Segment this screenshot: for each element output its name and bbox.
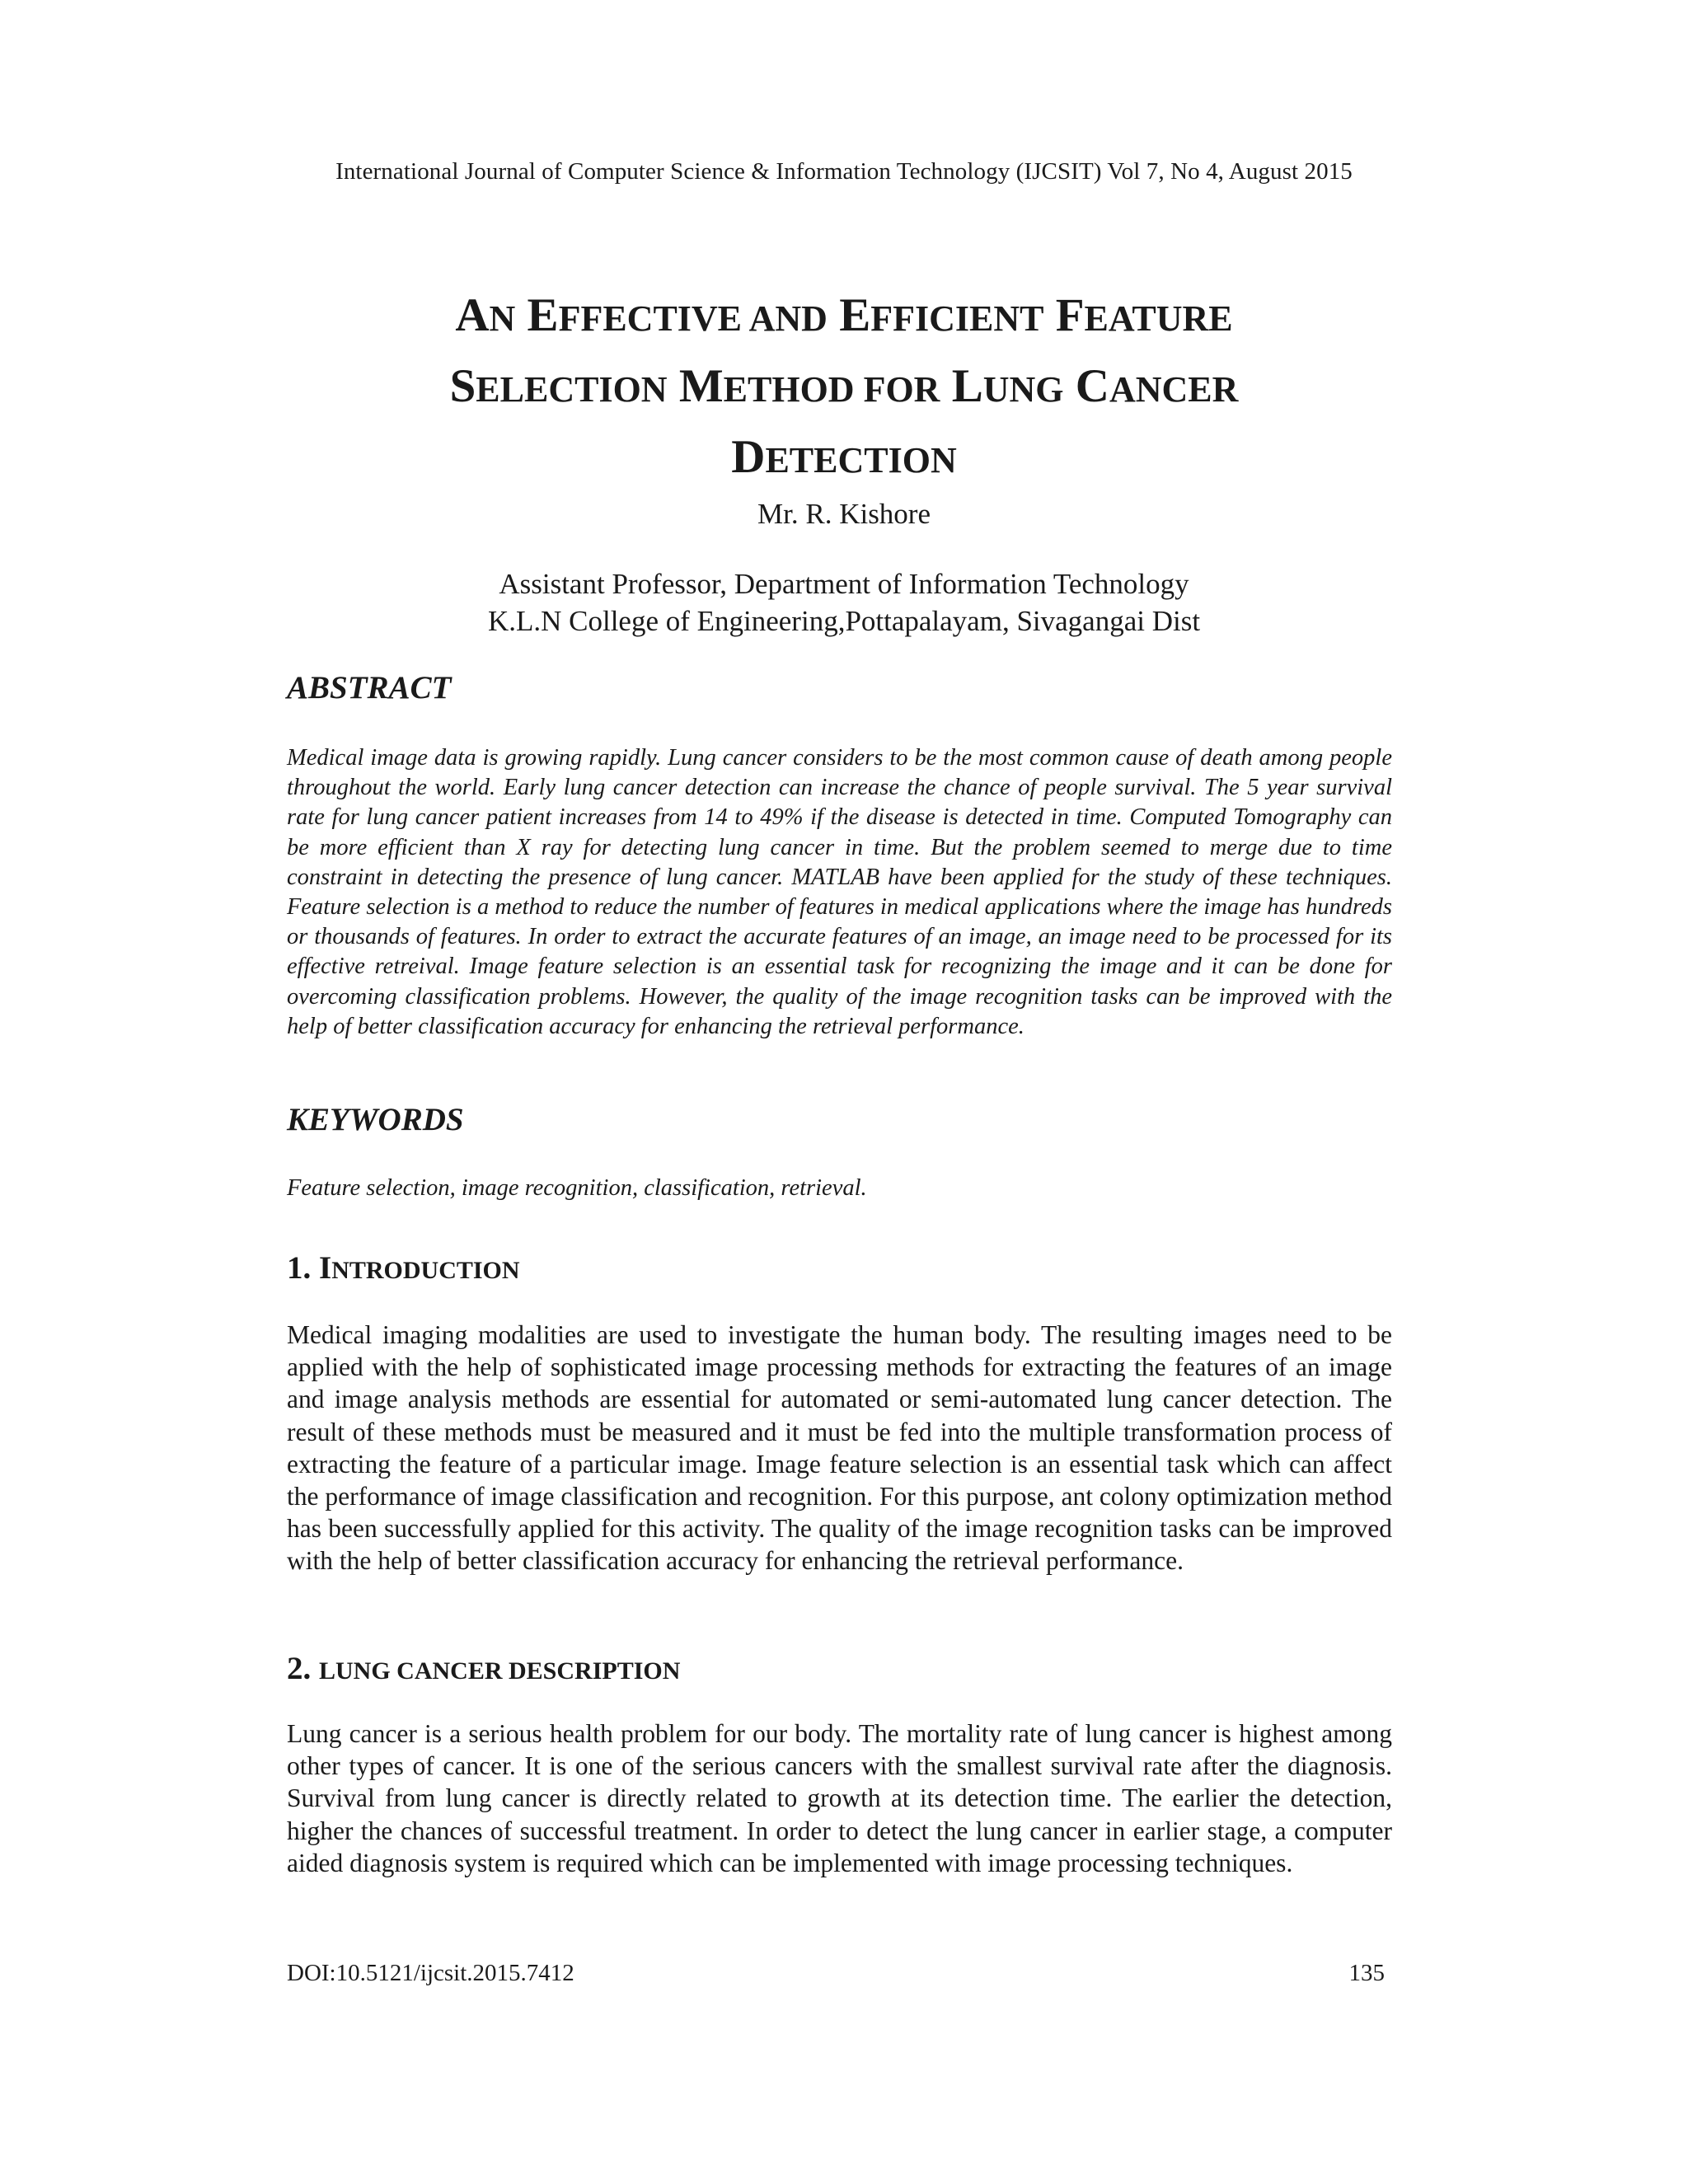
lung-cancer-description-heading: 2. LUNG CANCER DESCRIPTION xyxy=(287,1651,681,1686)
keywords-heading: KEYWORDS xyxy=(287,1102,464,1137)
lung-cancer-description-text: Lung cancer is a serious health problem for our body. The mortality rate of lung cancer is highest among other types of cancer. It is one of the serious cancers with the smallest survival rate after the diagnosis. Survival from lung cancer is directly related to growth at its detection time. The earlier the detection, higher the chances of successful treatment. In order to detect the lung cancer in earlier stage, a computer aided diagnosis system is required which can be implemented with image processing techniques. xyxy=(287,1719,1392,1877)
introduction-text: Medical imaging modalities are used to investigate the human body. The resulting images need to be applied with the help of sophisticated image processing methods for extracting the features of an image and image analysis methods are essential for automated or semi-automated lung cancer detection. The result of these methods must be measured and it must be fed into the multiple transformation process of extracting the feature of a particular image. Image feature selection is an essential task which can affect the performance of image classification and recognition. For this purpose, ant colony optimization method has been successfully applied for this activity. The quality of the image recognition tasks can be improved with the help of better classification accuracy for enhancing the retrieval performance. xyxy=(287,1320,1393,1576)
footer-doi: DOI:10.5121/ijcsit.2015.7412 xyxy=(287,1960,574,1986)
abstract-heading: ABSTRACT xyxy=(287,670,452,705)
paper-title xyxy=(272,282,1416,494)
title-line-3: DETECTION xyxy=(731,431,957,483)
abstract-text: Medical image data is growing rapidly. Lung cancer considers to be the most common cause of death among people throughout the world. Early lung cancer detection can increase the chance of people survival. The 5 year survival rate for lung cancer patient increases from 14 to 49% if the disease is detected in time. Computed Tomography can be more efficient than X ray for detecting lung cancer in time. But the problem seemed to merge due to time constraint in detecting the presence of lung cancer. MATLAB have been applied for the study of these techniques. Feature selection is a method to reduce the number of features in medical applications where the image has hundreds or thousands of features. In order to extract the accurate features of an image, an image need to be processed for its effective retreival. Image feature selection is an essential task for recognizing the image and it can be done for overcoming classification problems. However, the quality of the image recognition tasks can be improved with the help of better classification accuracy for enhancing the retrieval performance. xyxy=(287,745,1392,1039)
affiliation-department: Assistant Professor, Department of Information Technology xyxy=(499,568,1189,600)
title-line-1: AN EFFECTIVE AND EFFICIENT FEATURE xyxy=(455,289,1233,341)
author-name: Mr. R. Kishore xyxy=(757,498,931,530)
page-number: 135 xyxy=(1348,1960,1385,1986)
introduction-heading: 1. INTRODUCTION xyxy=(287,1250,520,1286)
affiliation-college: K.L.N College of Engineering,Pottapalayam, Sivagangai Dist xyxy=(487,605,1201,637)
title-line-2: SELECTION METHOD FOR LUNG CANCER xyxy=(449,360,1239,412)
author-affiliation xyxy=(0,565,1688,640)
keywords-text: Feature selection, image recognition, classification, retrieval. xyxy=(287,1175,867,1201)
journal-running-header: International Journal of Computer Science & Information Technology (IJCSIT) Vol 7, No 4, August 2015 xyxy=(335,158,1353,185)
